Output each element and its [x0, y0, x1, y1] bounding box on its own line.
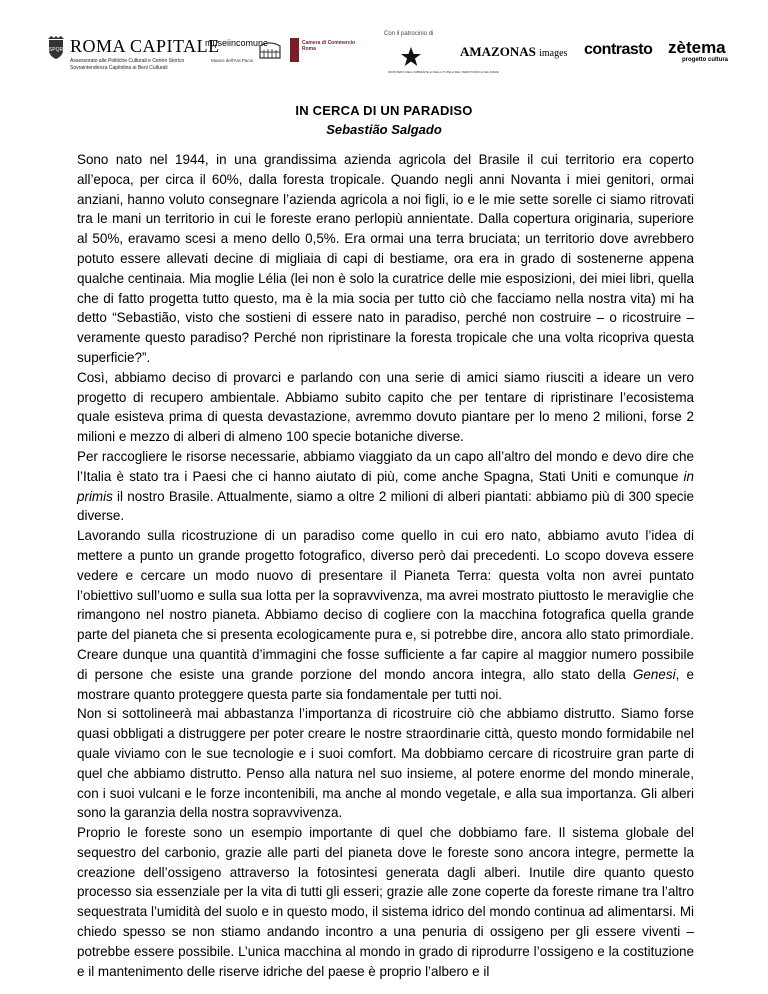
body-paragraph: [77, 704, 694, 823]
zetema-tagline: progetto cultura: [682, 57, 728, 63]
roma-crest-icon: [46, 36, 66, 60]
camera-line1: Camera di Commercio: [302, 40, 356, 46]
paragraph-text: Non si sottolineerà mai abbastanza l’importanza di ricostruire ciò che abbiamo distrutto. Siamo forse quasi obbligati a distruggere per poter creare le nostre straordinarie città, questo mondo formidabile nel quale viviamo con le sue tecnologie e i suoi comfort. Ma dobbiamo cercare di ricostruire gran parte di quel che abbiamo distrutto. Penso alla natura nel suo insieme, al potere enorme del mondo minerale, con i suoi vulcani e le forze incontenibili, ma anche al mondo vegetale, e alla sua importanza. Gli alberi sono la garanzia della nostra sopravvivenza.: [77, 706, 694, 821]
ministry-caption: MINISTERO DELL'AMBIENTE E DELLA TUTELA DEL TERRITORIO E DEL MARE: [388, 70, 499, 74]
document-title: IN CERCA DI UN PARADISO: [295, 103, 473, 118]
paragraph-text: Sono nato nel 1944, in una grandissima azienda agricola del Brasile il cui territorio era coperto all’epoca, per circa il 60%, dalla foresta tropicale. Quando negli anni Novanta i miei genitori, ormai anziani, hanno voluto consegnare l’azienda agricola a noi figli, io e le mie sette sorelle ci siamo ritrovati tra le mani un territorio in cui le foreste erano perlopiù annientate. Dalla copertura originaria, superiore al 50%, eravamo scesi a meno dello 0,5%. Era ormai una terra bruciata; un territorio dove avrebbero potuto essere allevati decine di migliaia di capi di bestiame, ora era in grado di sostenerne appena qualche centinaia. Mia moglie Lélia (lei non è solo la curatrice delle mie esposizioni, dei miei libri, quella che di fatto progetta tutto questo, ma è la mia socia per tutto ciò che facciamo nella nostra vita) mi ha detto “Sebastião, visto che sostieni di essere nato in paradiso, perché non costruire – o ricostruire – veramente questo paradiso? Perché non ripristinare la foresta tropicale che una volta ricopriva questa superficie?”.: [77, 152, 694, 365]
roma-capitale-subtitle: [70, 58, 184, 71]
svg-text:SPQR: SPQR: [48, 47, 64, 53]
patrocinio-label: Con il patrocinio di: [384, 31, 434, 37]
amazonas-suffix: images: [539, 48, 568, 59]
zetema-logo: [668, 38, 728, 63]
paragraph-text: Lavorando sulla ricostruzione di un paradiso come quello in cui ero nato, abbiamo avuto l’idea di mettere a punto un grande progetto fotografico, diverso però dai precedenti. Lo scopo doveva essere vedere e cercare un modo nuovo di presentare il Pianeta Terra: questa volta non avrei puntato l’obiettivo sull’uomo e sulla sua lotta per la sopravvivenza, ma avrei mostrato piuttosto le meraviglie che rimangono nel nostro pianeta. Abbiamo deciso di cogliere con la macchina fotografica quella grande parte del pianeta che si presenta ecologicamente pura e, si potrebbe dire, ancora allo stato primordiale. Creare dunque una quantità d’immagini che fosse sufficiente a far capire al maggior numero possibile di persone che esiste una grande porzione del mondo ancora integra, allo stato della: [77, 528, 694, 682]
paragraph-text: Per raccogliere le risorse necessarie, abbiamo viaggiato da un capo all’altro del mondo e devo dire che l’Italia è stato tra i Paesi che ci hanno aiutato di più, come anche Spagna, Stati Uniti e comunque: [77, 448, 694, 484]
italic-text: in primis: [77, 468, 694, 504]
musei-in-comune-name: museiincomune: [205, 38, 269, 48]
body-paragraph: [77, 447, 694, 526]
paragraph-text: il nostro Brasile. Attualmente, siamo a oltre 2 milioni di alberi piantati: abbiamo più di 300 specie diverse.: [77, 488, 694, 524]
zetema-name: zètema: [668, 38, 726, 57]
document-body: [77, 150, 694, 981]
camera-di-commercio-text: [302, 40, 355, 52]
colosseum-icon: [258, 38, 282, 62]
roma-capitale-sub-line1: Assessorato alle Politiche Culturali e Centro Storico: [70, 58, 185, 64]
museo-ara-pacis-label: Museo dell'Ara Pacis: [211, 58, 253, 63]
roma-capitale-sub-line2: Sovraintendenza Capitolina ai Beni Culturali: [70, 64, 168, 71]
document-author: Sebastião Salgado: [326, 122, 442, 137]
italic-text: Genesi: [632, 666, 676, 682]
camera-line2: Roma: [302, 46, 316, 52]
amazonas-images-logo: [460, 44, 567, 60]
ministry-star-icon: [400, 46, 422, 68]
body-paragraph: [77, 526, 694, 704]
body-paragraph: [77, 150, 694, 368]
contrasto-logo: contrasto: [584, 41, 653, 58]
paragraph-text: Così, abbiamo deciso di provarci e parlando con una serie di amici siamo riusciti a ideare un vero progetto di recupero ambientale. Abbiamo subito capito che per tentare di ripristinare l’ecosistema quale esisteva prima di questa devastazione, avremmo dovuto piantare per lo meno 2 milioni, forse 2 milioni e mezzo di alberi di almeno 100 specie botaniche diverse.: [77, 369, 694, 445]
paragraph-text: Proprio le foreste sono un esempio importante di quel che dobbiamo fare. Il sistema globale del sequestro del carbonio, grazie alle parti del pianeta dove le foreste sono ancora integre, permette la creazione dell’ossigeno attraverso la fotosintesi generata dagli alberi. Inutile dire quanto questo processo sia essenziale per la vita di tutti gli esseri; grazie alle zone coperte da foreste rimane tra l’altro sequestrata l’umidità del suolo e in questo modo, il sistema idrico del mondo continua ad alimentarsi. Mi chiedo spesso se non stiamo andando incontro a una penuria di ossigeno per gli essere viventi – potrebbe essere possibile. L’unica macchina al mondo in grado di riprodurre l’ossigeno e la costituzione e il mantenimento delle riserve idriche del paese è proprio l’albero e il: [77, 825, 694, 979]
body-paragraph: [77, 368, 694, 447]
logo-header: [0, 0, 768, 90]
amazonas-name: AMAZONAS: [460, 44, 536, 59]
paragraph-text: , e mostrare quanto proteggere questa parte sia fondamentale per tutti noi.: [77, 666, 694, 702]
camera-emblem-icon: [290, 38, 299, 62]
roma-capitale-name: ROMA CAPITALE: [70, 36, 220, 56]
body-paragraph: [77, 823, 694, 981]
